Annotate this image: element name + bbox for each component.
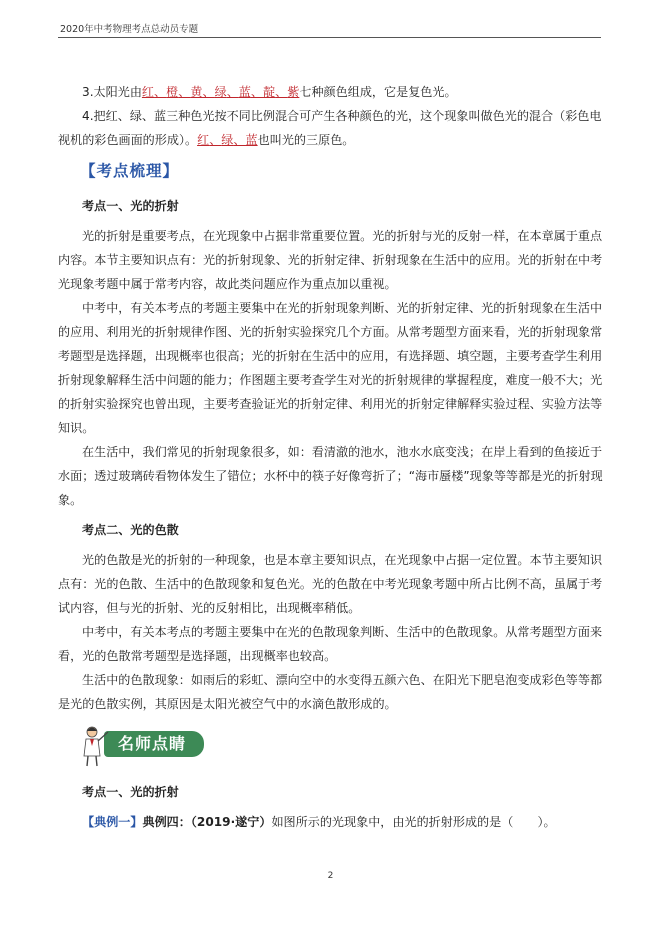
key-point-dispersion-title: 考点二、光的色散	[82, 523, 179, 537]
example-text: 如图所示的光现象中，由光的折射形成的是（ ）。	[271, 815, 556, 829]
refraction-paragraph-3: 在生活中，我们常见的折射现象很多，如：看清澈的池水，池水水底变浅；在岸上看到的鱼接近于水面；透过玻璃砖看物体发生了错位；水杯中的筷子好像弯折了；“海市蜃楼”现象等等都是光的折射现象。	[58, 445, 603, 507]
refraction-paragraph-1: 光的折射是重要考点，在光现象中占据非常重要位置。光的折射与光的反射一样，在本章属于重点内容。本节主要知识点有：光的折射现象、光的折射定律、折射现象在生活中的应用。光的折射在中考光现象考题中属于常考内容，故此类问题应作为重点加以重视。	[58, 229, 603, 291]
teacher-tips-banner	[78, 724, 606, 768]
dispersion-paragraph-3: 生活中的色散现象：如雨后的彩虹、漂向空中的水变得五颜六色、在阳光下肥皂泡变成彩色等等都是光的色散实例，其原因是太阳光被空气中的水滴色散形成的。	[58, 673, 603, 711]
tips-refraction-title: 考点一、光的折射	[82, 785, 179, 799]
teacher-tips-label: 名师点睛	[118, 734, 187, 753]
header-divider	[58, 37, 601, 38]
dispersion-paragraph-1: 光的色散是光的折射的一种现象，也是本章主要知识点，在光现象中占据一定位置。本节主要知识点有：光的色散、生活中的色散现象和复色光。光的色散在中考光现象考题中所占比例不高，虽属于考试内容，但与光的折射、光的反射相比，出现概率稍低。	[58, 553, 603, 615]
document-body	[58, 80, 606, 834]
dispersion-paragraph-2: 中考中，有关本考点的考题主要集中在光的色散现象判断、生活中的色散现象。从常考题型方面来看，光的色散常考题型是选择题，出现概率也较高。	[58, 625, 603, 663]
example-label: 典例四：（2019·遂宁）	[142, 815, 272, 829]
page-number: 2	[327, 871, 334, 881]
key-point-refraction-title: 考点一、光的折射	[82, 199, 179, 213]
example-tag: 【典例一】	[82, 815, 143, 829]
seven-colors: 红、橙、黄、绿、蓝、靛、紫	[141, 85, 300, 99]
refraction-paragraph-2: 中考中，有关本考点的考题主要集中在光的折射现象判断、光的折射定律、光的折射现象在生活中的应用、利用光的折射规律作图、光的折射实验探究几个方面。从常考题型方面来看，光的折射现象常考题型是选择题，出现概率也很高；光的折射在生活中的应用，有选择题、填空题，主要考查学生利用折射现象解释生活中问题的能力；作图题主要考查学生对光的折射规律的掌握程度，难度一般不大；光的折射实验探究也曾出现，主要考查验证光的折射定律、利用光的折射定律解释实验过程、实验方法等知识。	[58, 301, 603, 435]
primary-colors: 红、绿、蓝	[197, 133, 258, 147]
paragraph-sunlight: 3.太阳光由红、橙、黄、绿、蓝、靛、紫七种颜色组成，它是复色光。	[82, 85, 457, 99]
example-question	[58, 810, 606, 834]
page-header: 2020年中考物理考点总动员专题	[60, 24, 199, 35]
teacher-figure-icon	[78, 724, 114, 768]
paragraph-color-mixing: 4.把红、绿、蓝三种色光按不同比例混合可产生各种颜色的光，这个现象叫做色光的混合（彩色电视机的彩色画面的形成）。红、绿、蓝也叫光的三原色。	[58, 109, 602, 147]
section-title-key-points: 【考点梳理】	[80, 162, 180, 180]
